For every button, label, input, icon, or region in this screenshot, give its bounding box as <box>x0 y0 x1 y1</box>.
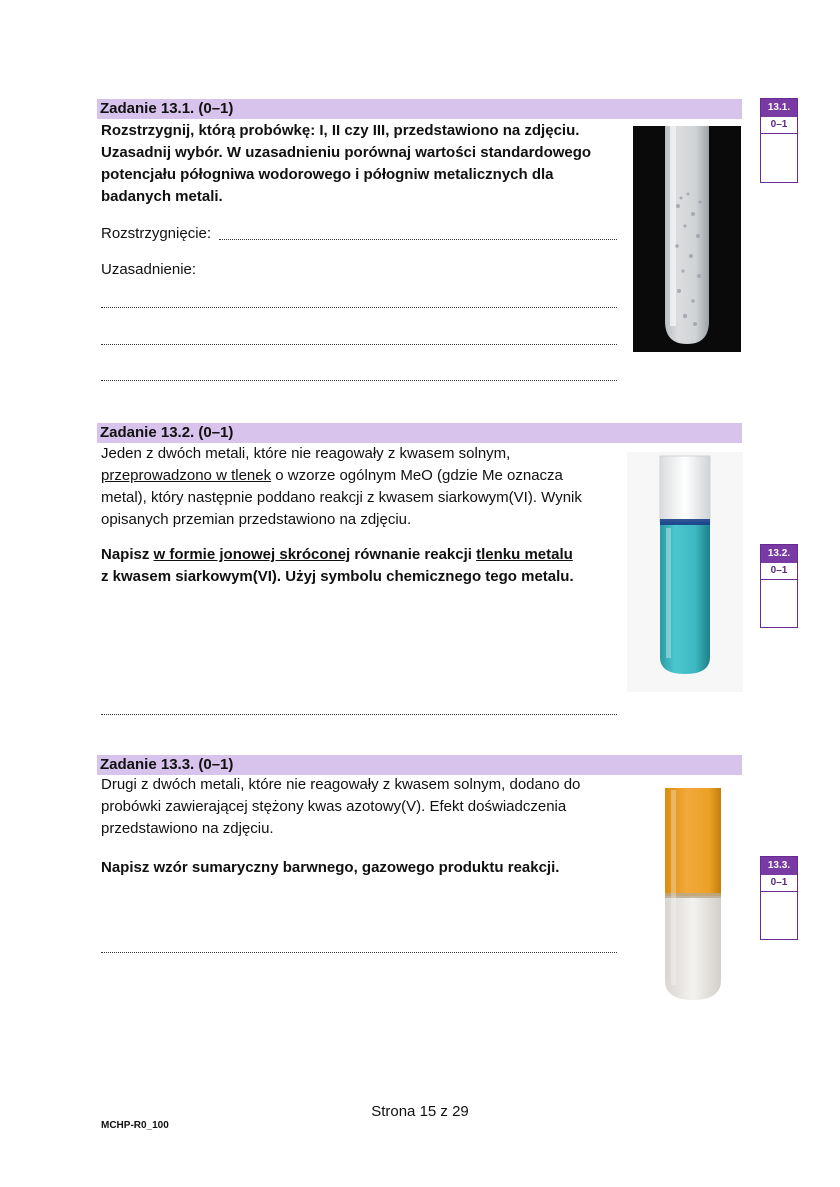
description-line: Jeden z dwóch metali, które nie reagowały z kwasem solnym, <box>101 445 511 462</box>
text-span: o wzorze ogólnym MeO (gdzie Me oznacza <box>271 467 563 484</box>
justification-label: Uzasadnienie: <box>101 261 197 278</box>
description-line: probówki zawierającej stężony kwas azotowy(V). Efekt doświadczenia <box>101 798 567 815</box>
instruction-line: z kwasem siarkowym(VI). Użyj symbolu chemicznego tego metalu. <box>101 568 574 585</box>
score-box-13-3 <box>760 856 798 940</box>
justification-answer-line-3[interactable] <box>101 380 617 381</box>
task-13-2-description <box>101 443 582 531</box>
score-task-number: 13.3. <box>761 857 797 875</box>
underlined-phrase: w formie jonowej skróconej <box>153 546 351 563</box>
task-13-3-answer-line[interactable] <box>101 952 617 953</box>
score-range: 0–1 <box>761 563 797 580</box>
justification-answer-line-1[interactable] <box>101 307 617 308</box>
decision-answer-line[interactable] <box>219 239 617 240</box>
test-tube-photo-blue <box>627 452 743 692</box>
prompt-line: Rozstrzygnij, którą probówkę: I, II czy III, przedstawiono na zdjęciu. <box>101 122 580 139</box>
score-range: 0–1 <box>761 875 797 892</box>
description-line: metal), który następnie poddano reakcji z kwasem siarkowym(VI). Wynik <box>101 489 582 506</box>
description-line: Drugi z dwóch metali, które nie reagowały z kwasem solnym, dodano do <box>101 776 581 793</box>
task-13-3-header: Zadanie 13.3. (0–1) <box>97 755 742 775</box>
task-13-2-answer-line[interactable] <box>101 714 617 715</box>
prompt-line: potencjału półogniwa wodorowego i półogniw metalicznych dla <box>101 166 554 183</box>
score-box-13-2 <box>760 544 798 628</box>
prompt-line: Uzasadnij wybór. W uzasadnieniu porównaj wartości standardowego <box>101 144 592 161</box>
task-13-1-prompt <box>101 120 591 208</box>
instruction-line <box>101 544 574 566</box>
task-13-1-header: Zadanie 13.1. (0–1) <box>97 99 742 119</box>
description-line: przedstawiono na zdjęciu. <box>101 820 274 837</box>
score-task-number: 13.2. <box>761 545 797 563</box>
task-13-3-description <box>101 774 580 840</box>
description-line <box>101 465 582 487</box>
score-task-number: 13.1. <box>761 99 797 117</box>
task-13-2-instruction <box>101 544 574 588</box>
justification-answer-line-2[interactable] <box>101 344 617 345</box>
text-span: równanie reakcji <box>350 546 477 563</box>
underlined-phrase: tlenku metalu <box>476 546 573 563</box>
task-13-3-instruction: Napisz wzór sumaryczny barwnego, gazowego produktu reakcji. <box>101 859 560 876</box>
score-box-13-1 <box>760 98 798 183</box>
description-line: opisanych przemian przedstawiono na zdjęciu. <box>101 511 412 528</box>
page-number: Strona 15 z 29 <box>371 1103 469 1120</box>
prompt-line: badanych metali. <box>101 188 223 205</box>
document-code: MCHP-R0_100 <box>101 1120 169 1131</box>
decision-label: Rozstrzygnięcie: <box>101 225 212 242</box>
underlined-phrase: przeprowadzono w tlenek <box>101 467 272 484</box>
text-span: Napisz <box>101 546 154 563</box>
test-tube-photo-orange <box>655 786 731 1006</box>
test-tube-photo-bubbles <box>633 126 741 352</box>
task-13-2-header: Zadanie 13.2. (0–1) <box>97 423 742 443</box>
score-range: 0–1 <box>761 117 797 134</box>
